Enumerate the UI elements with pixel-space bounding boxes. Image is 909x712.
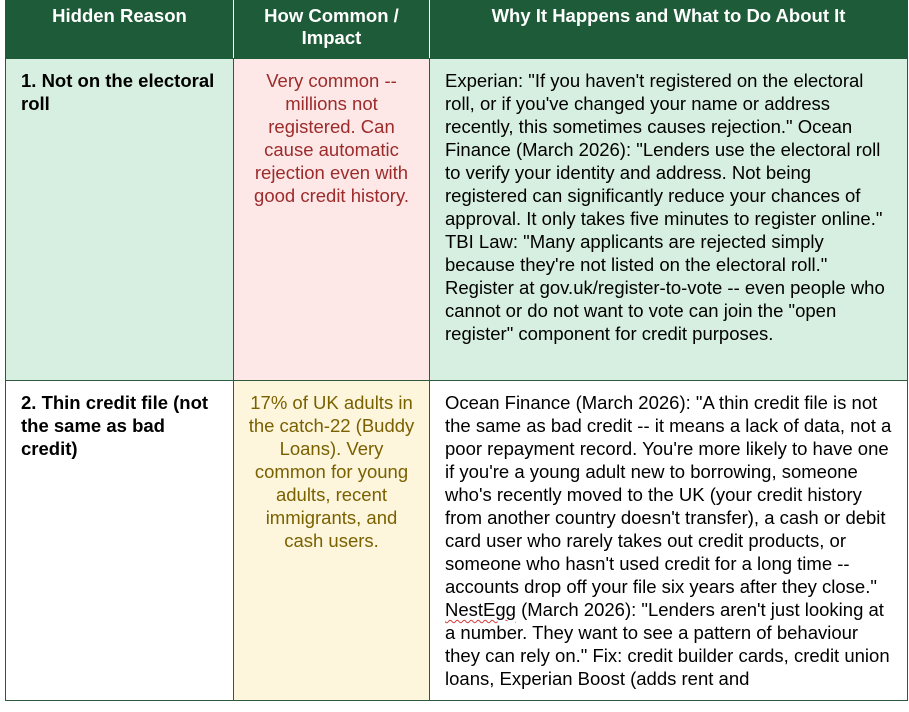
header-hidden-reason: Hidden Reason: [6, 1, 234, 59]
detail-text-before: Ocean Finance (March 2026): "A thin credit file is not the same as bad credit -- it means a lack of data, not a poor repayment record. You're more likely to have one if you're a young adult new to borrowing, someone who's recently moved to the UK (your credit history from another country doesn't transfer), a cash or debit card user who rarely takes out credit products, or someone who hasn't used credit for a long time -- accounts drop off your file six years after they close.": [445, 392, 892, 597]
header-why-it-happens: Why It Happens and What to Do About It: [430, 1, 908, 59]
detail-text-after: (March 2026): "Lenders aren't just looking at a number. They want to see a pattern of behaviour they can rely on." Fix: credit builder cards, credit union loans, Experian Boost (adds rent and: [445, 599, 890, 689]
table-row: [6, 59, 908, 381]
detail-cell: [430, 381, 908, 701]
impact-cell: 17% of UK adults in the catch-22 (Buddy Loans). Very common for young adults, recent immigrants, and cash users.: [234, 381, 430, 701]
table-row: [6, 381, 908, 701]
hidden-reasons-table: [5, 0, 908, 701]
table-header-row: [6, 1, 908, 59]
detail-cell: Experian: "If you haven't registered on the electoral roll, or if you've changed your name or address recently, this sometimes causes rejection." Ocean Finance (March 2026): "Lenders use the electoral roll to verify your identity and address. Not being registered can significantly reduce your chances of approval. It only takes five minutes to register online." TBI Law: "Many applicants are rejected simply because they're not listed on the electoral roll." Register at gov.uk/register-to-vote -- even people who cannot or do not want to vote can join the "open register" component for credit purposes.: [430, 59, 908, 381]
impact-cell: Very common -- millions not registered. Can cause automatic rejection even with good credit history.: [234, 59, 430, 381]
reason-cell: 1. Not on the electoral roll: [6, 59, 234, 381]
header-how-common-impact: How Common / Impact: [234, 1, 430, 59]
reason-cell: 2. Thin credit file (not the same as bad credit): [6, 381, 234, 701]
spellcheck-marked-word: NestEgg: [445, 599, 516, 620]
